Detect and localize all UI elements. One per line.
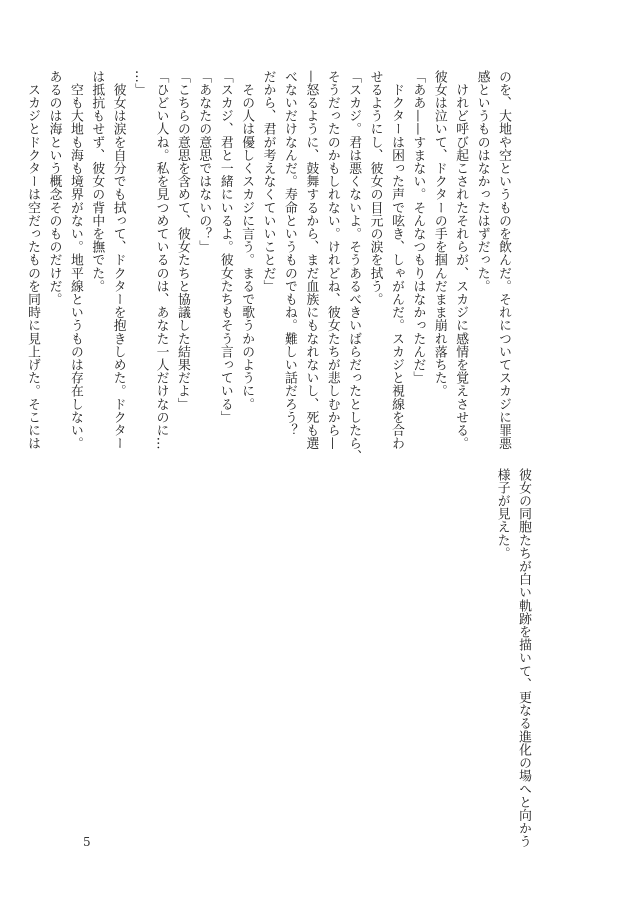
text-line: 「スカジ、君と一緒にいるよ。彼女たちもそう言っている」 (217, 70, 233, 424)
text-line: せるようにし、彼女の目元の涙を拭う。 (367, 70, 383, 306)
text-line: 彼女は涙を自分でも拭って、ドクターを抱きしめた。ドクター (110, 70, 126, 450)
text-line: 彼女は泣いて、ドクターの手を掴んだまま崩れ落ちた。 (431, 70, 447, 398)
text-line: スカジとドクターは空だったものを同時に見上げた。そこには (25, 70, 41, 450)
text-line: 様子が見えた。 (494, 468, 510, 560)
text-line: 彼女の同胞たちが白い軌跡を描いて、更なる進化の場へと向かう (516, 468, 531, 848)
text-line: —怒るように、鼓舞するから、まだ血族にもなれないし、死も選 (303, 70, 319, 450)
upper-text-block (22, 70, 514, 465)
text-line: その人は優しくスカジに言う。まるで歌うかのように。 (239, 70, 255, 411)
text-line: あるのは海という概念そのものだけだ。 (46, 70, 62, 306)
text-line: べないだけなんだ。寿命というものでもね。難しい話だろう？ (281, 70, 297, 437)
text-line: 空も大地も海も境界がない。地平線というものは存在しない。 (67, 70, 83, 450)
text-line: 「スカジ。君は悪くないよ。そうあるべきいばらだったとしたら、 (346, 70, 362, 463)
text-line: 「ひどい人ね。私を見つめているのは、あなた一人だけなのに… (153, 70, 169, 450)
text-line: けれど呼び起こされたそれらが、スカジに感情を覚えさせる。 (453, 70, 469, 450)
text-line: 「あなたの意思ではないの？」 (196, 70, 212, 254)
text-line: そうだったのかもしれない。けれどね、彼女たちが悲しむから— (324, 70, 340, 450)
text-line: は抵抗もせず、彼女の背中を撫でた。 (89, 70, 105, 293)
page-number: 5 (83, 835, 91, 849)
text-line: 「こちらの意思を含めて、彼女たちと協議した結果だよ」 (174, 70, 190, 411)
text-line: 「ああ——すまない。そんなつもりはなかったんだ」 (410, 70, 426, 385)
text-line: ドクターは困った声で呟き、しゃがんだ。スカジと視線を合わ (388, 70, 404, 450)
lower-text-block (491, 468, 534, 848)
text-line: 感というものはなかったはずだった。 (474, 70, 490, 293)
text-line: …」 (132, 70, 148, 97)
text-line: のを、大地や空というものを飲んだ。それについてスカジに罪悪 (496, 70, 511, 450)
text-line: だから、君が考えなくていいことだ」 (260, 70, 276, 293)
